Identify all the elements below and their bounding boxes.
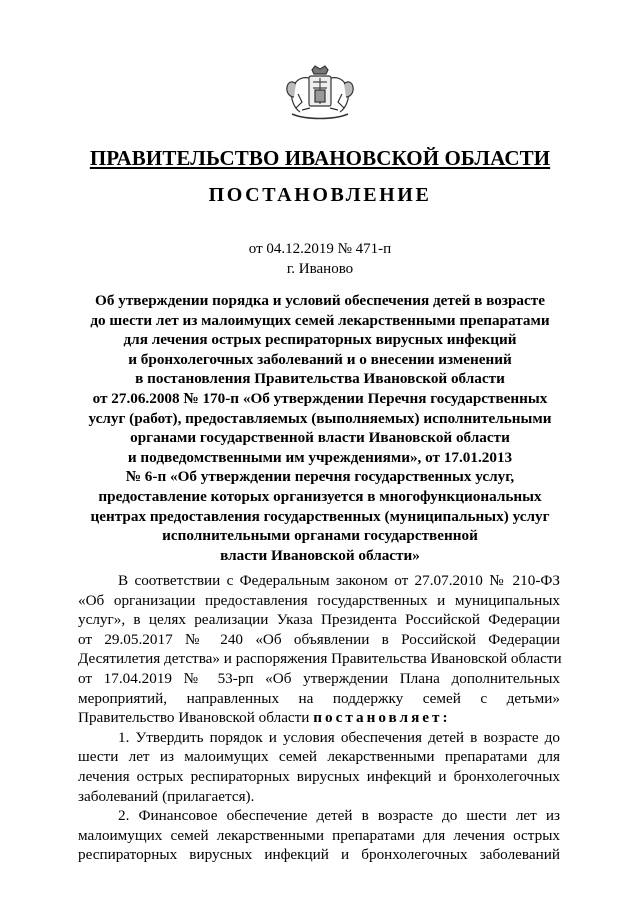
text-line: [78, 708, 560, 728]
text-line: «Об организации предоставления государственных и муниципальных: [78, 591, 560, 609]
text-line: В соответствии с Федеральным законом от 27.07.2010 № 210-ФЗ: [118, 572, 560, 589]
document-city: г. Иваново: [286, 261, 354, 277]
coat-of-arms-icon: [282, 64, 358, 124]
subject-line: и подведомственными им учреждениями», от 17.01.2013: [127, 448, 513, 466]
subject-line: центрах предоставления государственных (муниципальных) услуг: [90, 507, 550, 525]
subject-line: Об утверждении порядка и условий обеспечения детей в возрасте: [95, 292, 545, 309]
government-title: ПРАВИТЕЛЬСТВО ИВАНОВСКОЙ ОБЛАСТИ: [89, 146, 551, 170]
text-line: от 29.05.2017 № 240 «Об объявлении в Российской Федерации: [78, 630, 560, 648]
subject-line: для лечения острых респираторных вирусных инфекций: [123, 331, 517, 349]
subject-line: от 27.06.2008 № 170-п «Об утверждении Перечня государственных: [92, 389, 548, 407]
text-line: от 17.04.2019 № 53-рп «Об утверждении Плана дополнительных: [78, 669, 560, 687]
text-line: мероприятий, направленных на поддержку семей с детьми»: [78, 689, 560, 707]
text-line: 2. Финансовое обеспечение детей в возрасте до шести лет из: [118, 807, 560, 825]
subject-line: органами государственной власти Ивановской области: [130, 429, 510, 447]
subject-line: и бронхолегочных заболеваний и о внесении изменений: [128, 350, 512, 368]
document-type: ПОСТАНОВЛЕНИЕ: [208, 184, 432, 206]
text-line: услуг», в целях реализации Указа Президента Российской Федерации: [78, 611, 560, 629]
subject-line: предоставление которых организуется в многофункциональных: [98, 487, 542, 505]
text-line: малоимущих семей лекарственными препаратами для лечения острых: [78, 826, 560, 844]
text-line: Десятилетия детства» и распоряжения Правительства Ивановской области: [78, 650, 562, 668]
resolves-word: постановляет:: [313, 709, 451, 727]
item-1-paragraph: [78, 728, 560, 806]
text-line: 1. Утвердить порядок и условия обеспечения детей в возрасте до: [118, 728, 560, 746]
text-line: шести лет из малоимущих семей лекарственными препаратами для: [78, 748, 560, 766]
subject-line: в постановления Правительства Ивановской области: [135, 370, 505, 388]
preamble-end: Правительство Ивановской области: [78, 709, 310, 727]
document-body: [78, 571, 560, 865]
document-subject: [60, 291, 580, 565]
preamble-paragraph: [78, 571, 560, 728]
text-line: респираторных вирусных инфекций и бронхолегочных заболеваний: [78, 846, 560, 864]
subject-line: № 6-п «Об утверждении перечня государственных услуг,: [125, 468, 515, 486]
item-2-paragraph: [78, 806, 560, 865]
subject-line: до шести лет из малоимущих семей лекарственными препаратами: [90, 311, 550, 329]
text-line: заболеваний (прилагается).: [78, 787, 255, 805]
document-date-number: от 04.12.2019 № 471-п: [248, 241, 392, 257]
text-line: лечения острых респираторных вирусных инфекций и бронхолегочных: [78, 767, 560, 785]
subject-line: власти Ивановской области»: [220, 546, 420, 564]
subject-line: исполнительными органами государственной: [162, 527, 478, 545]
subject-line: услуг (работ), предоставляемых (выполняемых) исполнительными: [88, 409, 552, 427]
